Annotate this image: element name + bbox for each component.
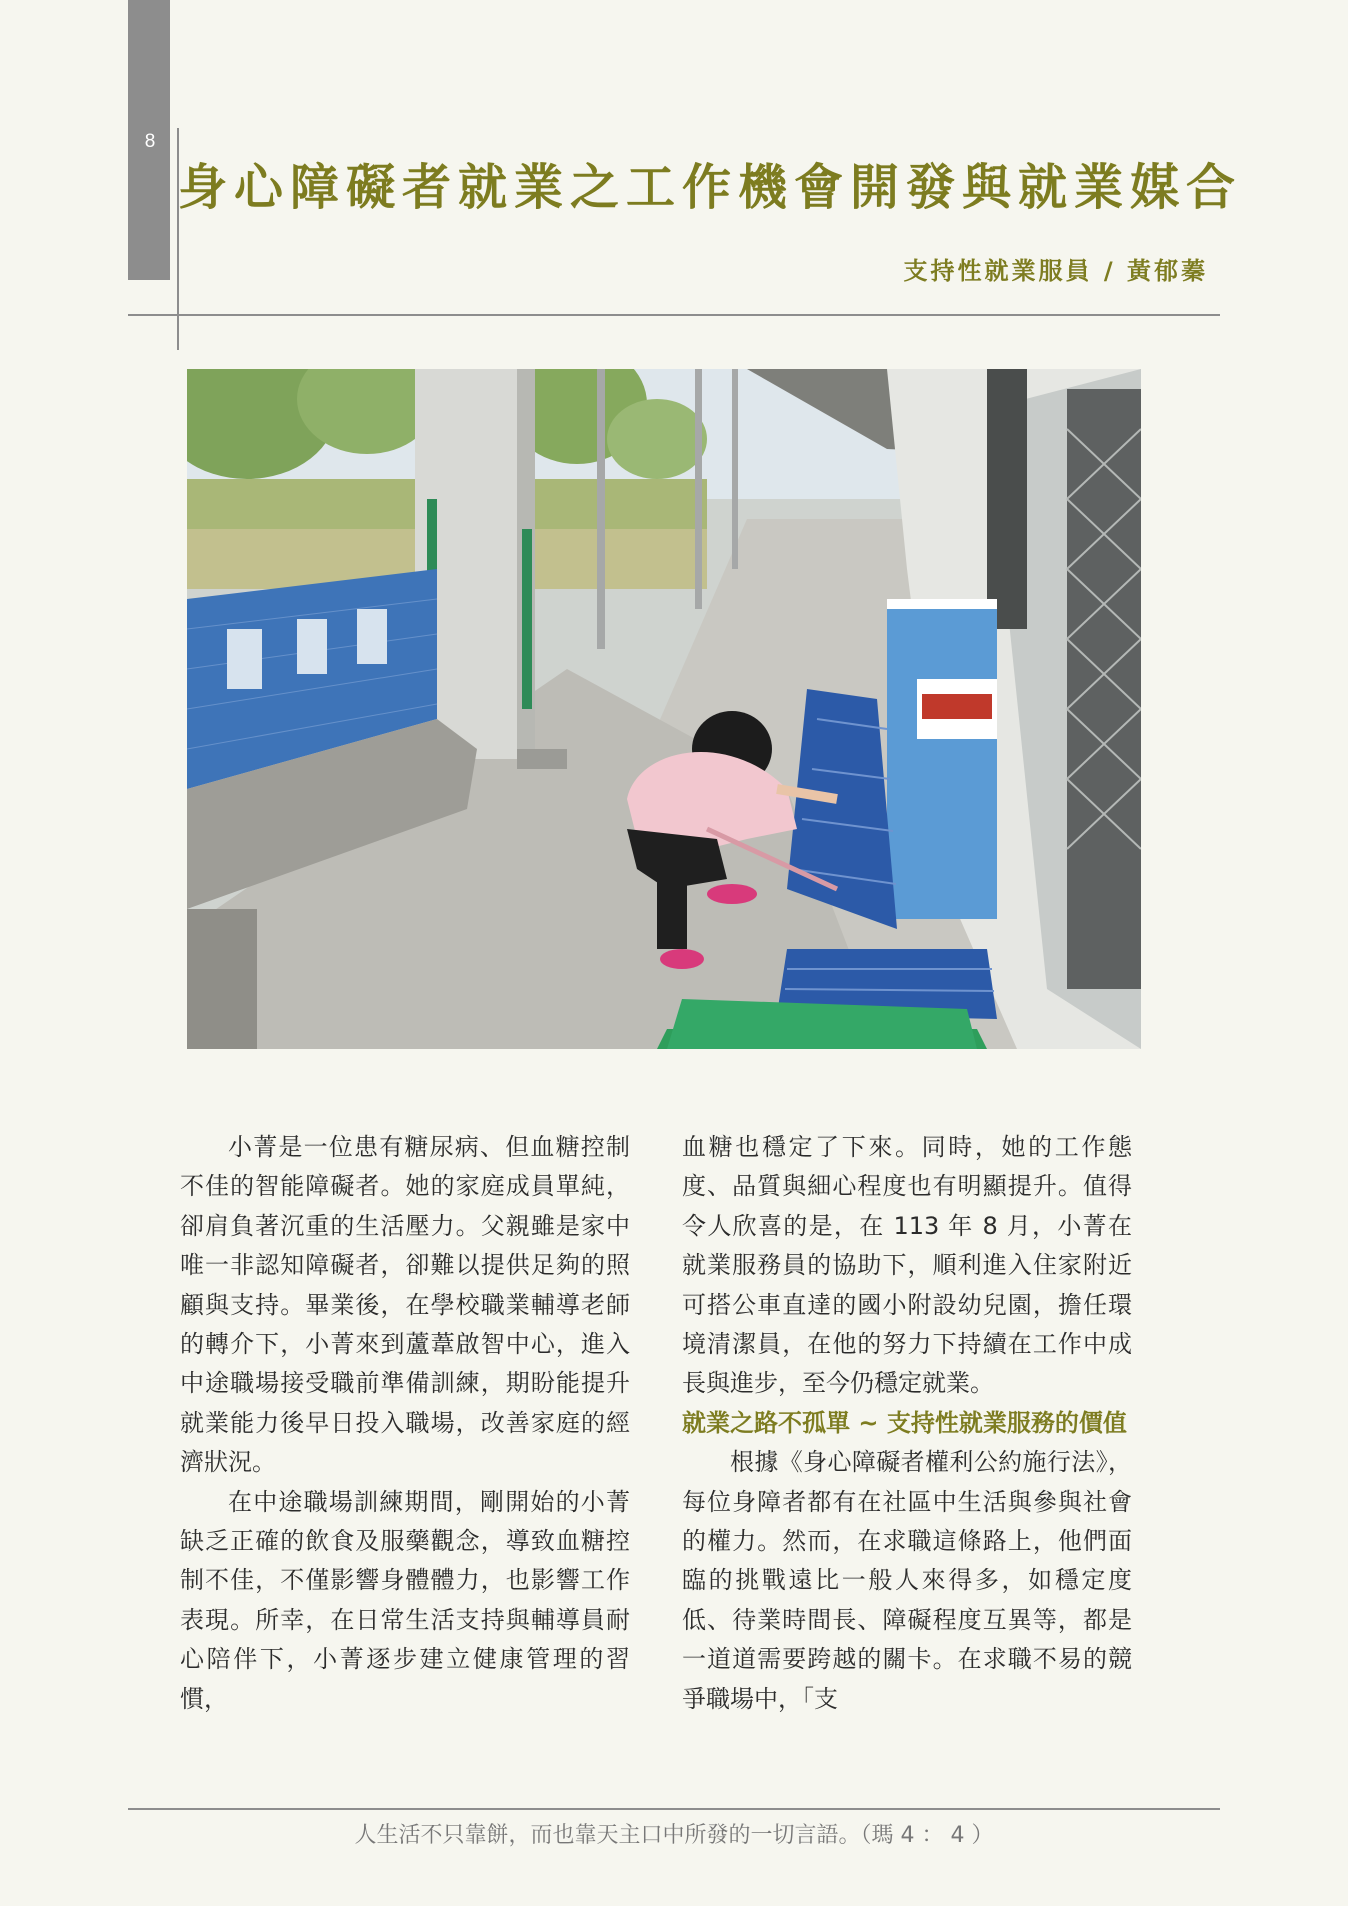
article-title: 身心障礙者就業之工作機會開發與就業媒合 — [178, 159, 1243, 216]
paragraph: 血糖也穩定了下來。同時，她的工作態度、品質與細心程度也有明顯提升。值得令人欣喜的是，在 113 年 8 月，小菁在就業服務員的協助下，順利進入住家附近可搭公車直達的國小附設幼兒園，擔任環境清潔員，在他的努力下持續在工作中成長與進步，至今仍穩定就業。 — [682, 1133, 1132, 1398]
paragraph: 小菁是一位患有糖尿病、但血糖控制不佳的智能障礙者。她的家庭成員單純，卻肩負著沉重的生活壓力。父親雖是家中唯一非認知障礙者，卻難以提供足夠的照顧與支持。畢業後，在學校職業輔導老師的轉介下，小菁來到蘆葦啟智中心，進入中途職場接受職前準備訓練，期盼能提升就業能力後早日投入職場，改善家庭的經濟狀況。 — [180, 1133, 630, 1477]
footer-rule — [128, 1808, 1220, 1810]
page-number: 8 — [144, 131, 156, 152]
section-subheading: 就業之路不孤單 ~ 支持性就業服務的價值 — [682, 1408, 1127, 1437]
footer-quote: 人生活不只靠餅，而也靠天主口中所發的一切言語。（瑪 4 ： 4 ） — [354, 1823, 994, 1848]
article-photo — [187, 369, 1141, 1049]
right-column — [682, 1128, 1132, 1719]
header-rule — [128, 314, 1220, 316]
paragraph: 在中途職場訓練期間，剛開始的小菁缺乏正確的飲食及服藥觀念，導致血糖控制不佳，不僅影響身體體力，也影響工作表現。所幸，在日常生活支持與輔導員耐心陪伴下，小菁逐步建立健康管理的習慣， — [180, 1487, 630, 1713]
paragraph: 根據《身心障礙者權利公約施行法》，每位身障者都有在社區中生活與參與社會的權力。然而，在求職這條路上，他們面臨的挑戰遠比一般人來得多，如穩定度低、待業時間長、障礙程度互異等，都是一道道需要跨越的關卡。在求職不易的競爭職場中，「支 — [682, 1448, 1132, 1713]
article-author: 支持性就業服員 / 黃郁蓁 — [903, 257, 1208, 285]
left-column — [180, 1128, 630, 1719]
